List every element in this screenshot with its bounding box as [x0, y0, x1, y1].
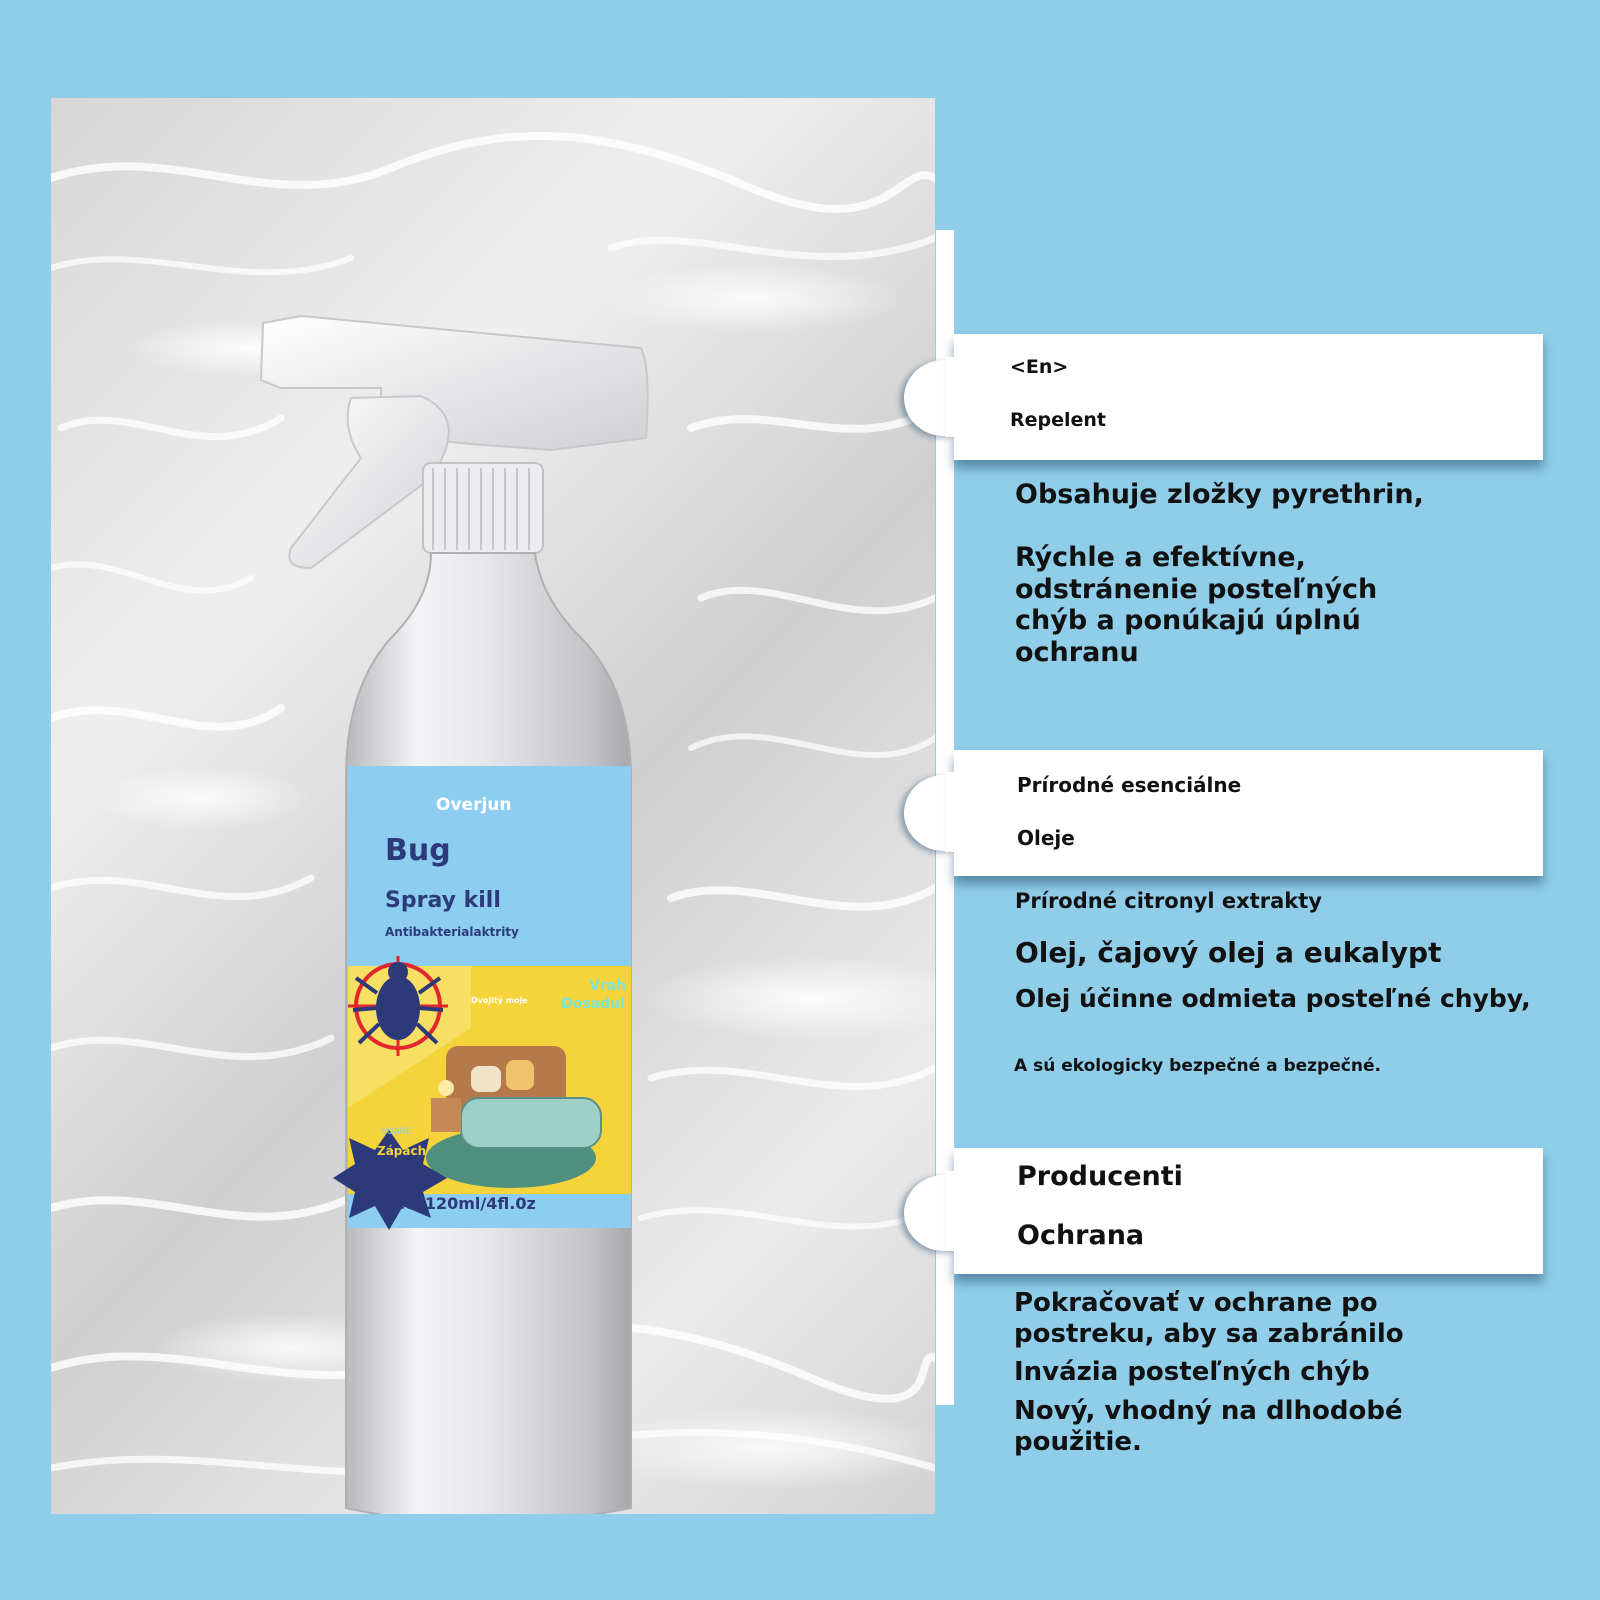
- section1-text-2: Rýchle a efektívne,: [1015, 542, 1306, 573]
- notch-cover: [945, 772, 985, 852]
- badge-right-line2: Dosadul: [561, 996, 625, 1012]
- product-name-line1: Bug: [385, 833, 451, 868]
- section1-text-5: ochranu: [1015, 637, 1139, 668]
- section2-text-1: Prírodné citronyl extrakty: [1015, 889, 1322, 913]
- section3-text-5: použitie.: [1014, 1427, 1142, 1457]
- brand-label: Overjun: [436, 795, 512, 815]
- card1-line1: <En>: [1010, 356, 1069, 378]
- section1-text-1: Obsahuje zložky pyrethrin,: [1015, 479, 1424, 510]
- badge-right-line1: Vrah: [589, 978, 627, 994]
- section2-text-3: Olej účinne odmieta posteľné chyby,: [1015, 984, 1531, 1013]
- card2-line2: Oleje: [1017, 826, 1075, 850]
- feature-card-repellent: [954, 334, 1543, 460]
- notch-cover: [945, 357, 985, 437]
- product-photo: [51, 98, 935, 1514]
- product-subtitle: Antibakterialaktrity: [385, 925, 519, 939]
- section3-text-2: postreku, aby sa zabránilo: [1014, 1319, 1404, 1349]
- section3-text-1: Pokračovať v ochrane po: [1014, 1288, 1378, 1318]
- net-volume: Net: 120ml/4fl.0z: [381, 1194, 536, 1213]
- section2-text-4: A sú ekologicky bezpečné a bezpečné.: [1014, 1056, 1381, 1076]
- section3-text-3: Invázia posteľných chýb: [1014, 1357, 1370, 1387]
- feature-card-essential-oils: [954, 750, 1543, 876]
- badge-small: Dvojitý moje: [471, 996, 528, 1005]
- notch-cover: [945, 1171, 985, 1251]
- spray-trigger-icon: [261, 316, 648, 568]
- product-name-line2: Spray kill: [385, 888, 501, 913]
- section3-text-4: Nový, vhodný na dlhodobé: [1014, 1396, 1403, 1426]
- section2-text-2: Olej, čajový olej a eukalypt: [1015, 936, 1442, 969]
- card3-line1: Producenti: [1017, 1161, 1183, 1192]
- section1-text-4: chýb a ponúkajú úplnú: [1015, 605, 1361, 636]
- card1-line2: Repelent: [1010, 409, 1107, 431]
- card2-line1: Prírodné esenciálne: [1017, 773, 1242, 797]
- card3-line2: Ochrana: [1017, 1220, 1145, 1251]
- star-badge-line2: Zápach: [377, 1144, 427, 1158]
- section1-text-3: odstránenie posteľných: [1015, 574, 1378, 605]
- star-badge-line1: SOARE: [381, 1127, 412, 1137]
